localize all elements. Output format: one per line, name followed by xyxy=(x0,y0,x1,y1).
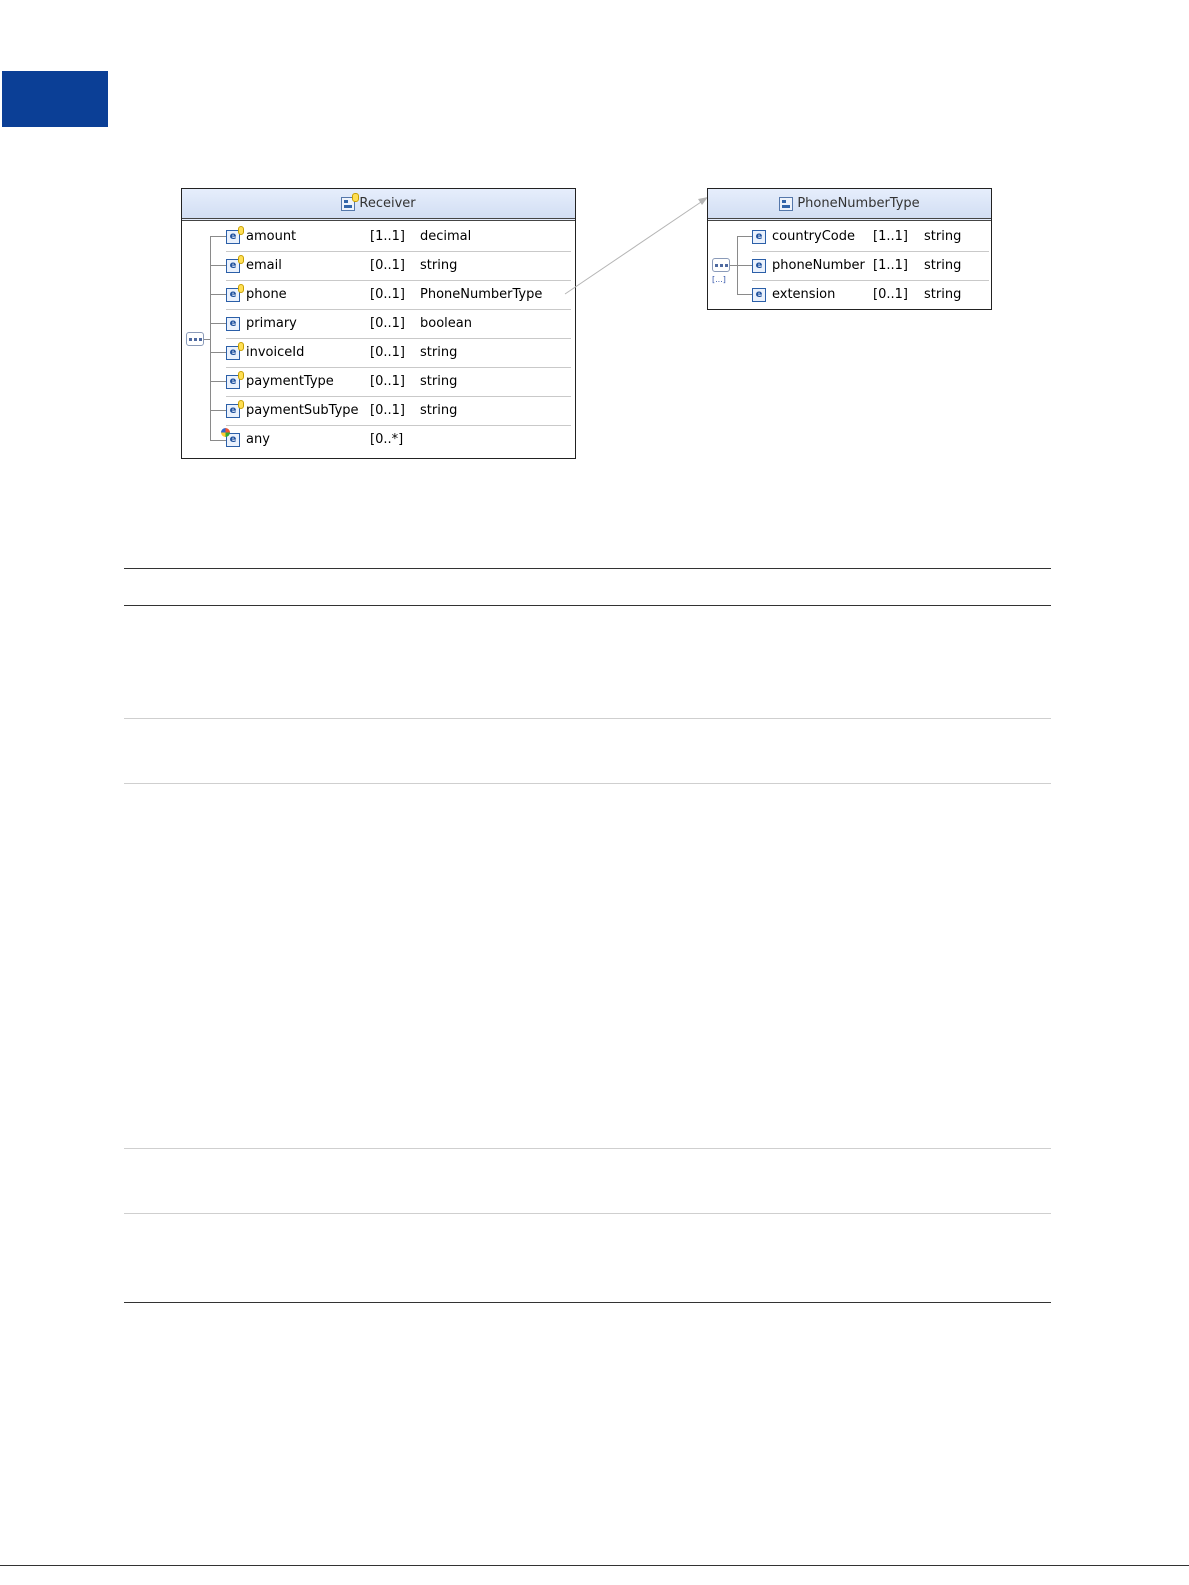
table-top-rule xyxy=(124,568,1051,569)
table-bottom-rule xyxy=(124,1302,1051,1303)
phone-number-type-title: PhoneNumberType xyxy=(797,196,920,211)
table-row-divider xyxy=(124,783,1051,784)
element-attr-icon: e xyxy=(226,230,240,244)
phone-field-extension xyxy=(752,280,989,309)
field-cardinality: [0..1] xyxy=(370,345,405,360)
field-cardinality: [1..1] xyxy=(873,258,908,273)
field-type: decimal xyxy=(420,229,472,244)
field-name: invoiceId xyxy=(246,345,305,360)
table-row-divider xyxy=(124,718,1051,719)
field-cardinality: [0..1] xyxy=(370,403,405,418)
element-icon: e xyxy=(226,317,240,331)
element-attr-icon: e xyxy=(226,288,240,302)
receiver-title: Receiver xyxy=(359,196,416,211)
field-name: paymentType xyxy=(246,374,334,389)
complex-type-icon xyxy=(779,197,793,211)
field-type: PhoneNumberType xyxy=(420,287,543,302)
field-cardinality: [0..*] xyxy=(370,432,404,447)
field-name: phone xyxy=(246,287,287,302)
table-header-rule xyxy=(124,605,1051,606)
element-attr-icon: e xyxy=(226,259,240,273)
field-type: string xyxy=(420,258,458,273)
field-name: extension xyxy=(772,287,836,302)
any-element-icon: e xyxy=(226,433,240,447)
field-cardinality: [0..1] xyxy=(370,287,405,302)
field-name: countryCode xyxy=(772,229,855,244)
element-attr-icon: e xyxy=(226,346,240,360)
phone-field-phonenumber xyxy=(752,251,989,281)
phone-number-type-header xyxy=(708,189,991,221)
element-attr-icon: e xyxy=(226,375,240,389)
element-attr-icon: e xyxy=(226,404,240,418)
element-icon: e xyxy=(752,259,766,273)
field-name: primary xyxy=(246,316,297,331)
field-cardinality: [0..1] xyxy=(370,374,405,389)
type-reference-arrow xyxy=(0,0,1189,500)
field-cardinality: [0..1] xyxy=(873,287,908,302)
field-type: string xyxy=(420,345,458,360)
table-row-divider xyxy=(124,1148,1051,1149)
field-name: email xyxy=(246,258,282,273)
table-row-divider xyxy=(124,1213,1051,1214)
field-name: amount xyxy=(246,229,297,244)
multiplicity-label: [...] xyxy=(712,275,726,284)
field-cardinality: [1..1] xyxy=(370,229,405,244)
element-icon: e xyxy=(752,230,766,244)
field-cardinality: [0..1] xyxy=(370,316,405,331)
field-cardinality: [0..1] xyxy=(370,258,405,273)
element-icon: e xyxy=(752,288,766,302)
field-type: string xyxy=(420,374,458,389)
field-type: string xyxy=(924,287,962,302)
field-cardinality: [1..1] xyxy=(873,229,908,244)
field-type: boolean xyxy=(420,316,472,331)
field-type: string xyxy=(924,229,962,244)
sequence-icon xyxy=(712,258,730,272)
field-name: phoneNumber xyxy=(772,258,865,273)
field-name: paymentSubType xyxy=(246,403,359,418)
page-footer-rule xyxy=(0,1565,1189,1566)
field-name: any xyxy=(246,432,270,447)
phone-number-type-box xyxy=(707,188,992,310)
field-type: string xyxy=(420,403,458,418)
phone-field-countrycode xyxy=(752,222,989,252)
field-type: string xyxy=(924,258,962,273)
